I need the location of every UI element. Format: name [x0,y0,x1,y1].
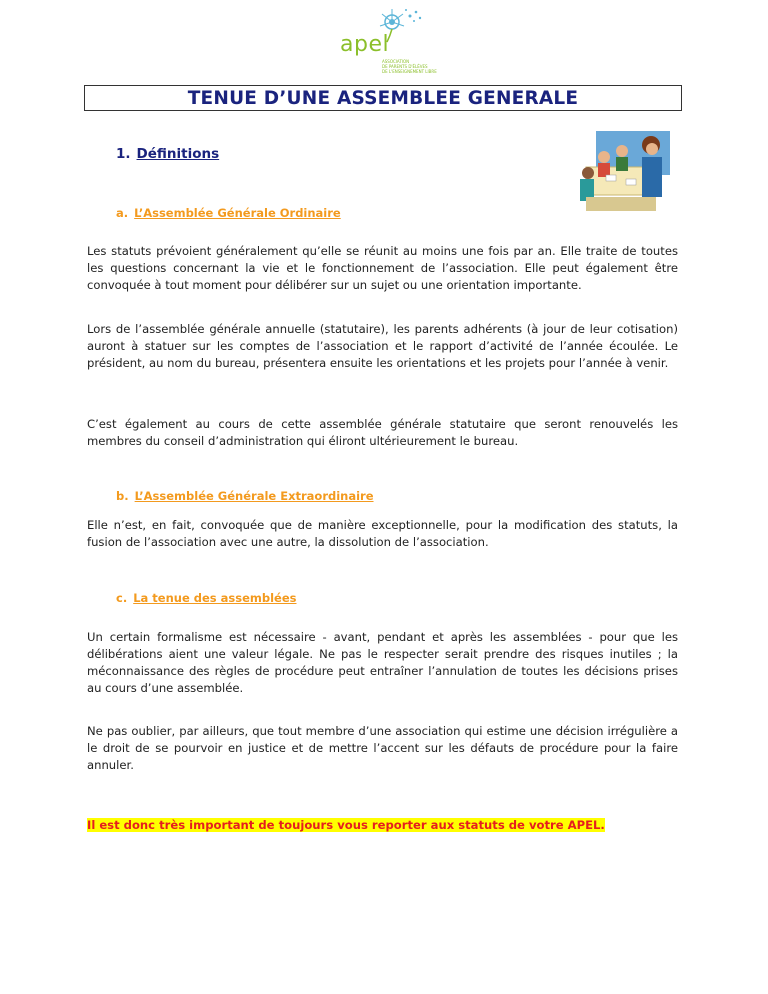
subheading-tenue: c. La tenue des assemblées [116,591,297,605]
paragraph: Un certain formalisme est nécessaire - avant, pendant et après les assemblées - pour que les délibérations aient une valeur légale. Ne pas le respecter serait prendre des risques inutiles ; la méconnaissance des règles de procédure peut entraîner l’annulation de toutes les décisions prises au cours d’une assemblée. [87,630,678,695]
important-note: Il est donc très important de toujours vous reporter aux statuts de votre APEL. [87,818,605,832]
subheading-age: b. L’Assemblée Générale Extraordinaire [116,489,374,503]
page-title: TENUE D’UNE ASSEMBLEE GENERALE [187,87,579,109]
paragraph: Lors de l’assemblée générale annuelle (statutaire), les parents adhérents (à jour de leur cotisation) auront à statuer sur les comptes de l’association et le rapport d’activité de l’année écoulée. Le président, au nom du bureau, présentera ensuite les orientations et les projets pour l’année à venir. [87,322,678,370]
logo-subtitle: ASSOCIATION DE PARENTS D'ÉLÈVES DE L'ENSEIGNEMENT LIBRE [382,59,437,74]
paragraph: Ne pas oublier, par ailleurs, que tout membre d’une association qui estime une décision irrégulière a le droit de se pourvoir en justice et de mettre l’accent sur les défauts de procédure pour la faire annuler. [87,724,678,772]
paragraph: C’est également au cours de cette assemblée générale statutaire que seront renouvelés les membres du conseil d’administration qui éliront ultérieurement le bureau. [87,417,678,448]
title-box [84,85,682,111]
logo-wordmark: apel [340,32,390,57]
paragraph: Les statuts prévoient généralement qu’elle se réunit au moins une fois par an. Elle traite de toutes les questions concernant la vie et le fonctionnement de l’association. Elle peut également être convoquée à tout moment pour délibérer sur un sujet ou une orientation importante. [87,244,678,292]
section-label: Définitions [136,146,220,162]
meeting-clipart-icon [576,127,670,213]
section-heading-definitions [116,146,219,162]
paragraph: Elle n’est, en fait, convoquée que de manière exceptionnelle, pour la modification des statuts, la fusion de l’association avec une autre, la dissolution de l’association. [87,518,678,549]
apel-logo [330,6,440,78]
subheading-ago: a. L’Assemblée Générale Ordinaire [116,206,341,220]
section-number: 1. [116,146,131,162]
